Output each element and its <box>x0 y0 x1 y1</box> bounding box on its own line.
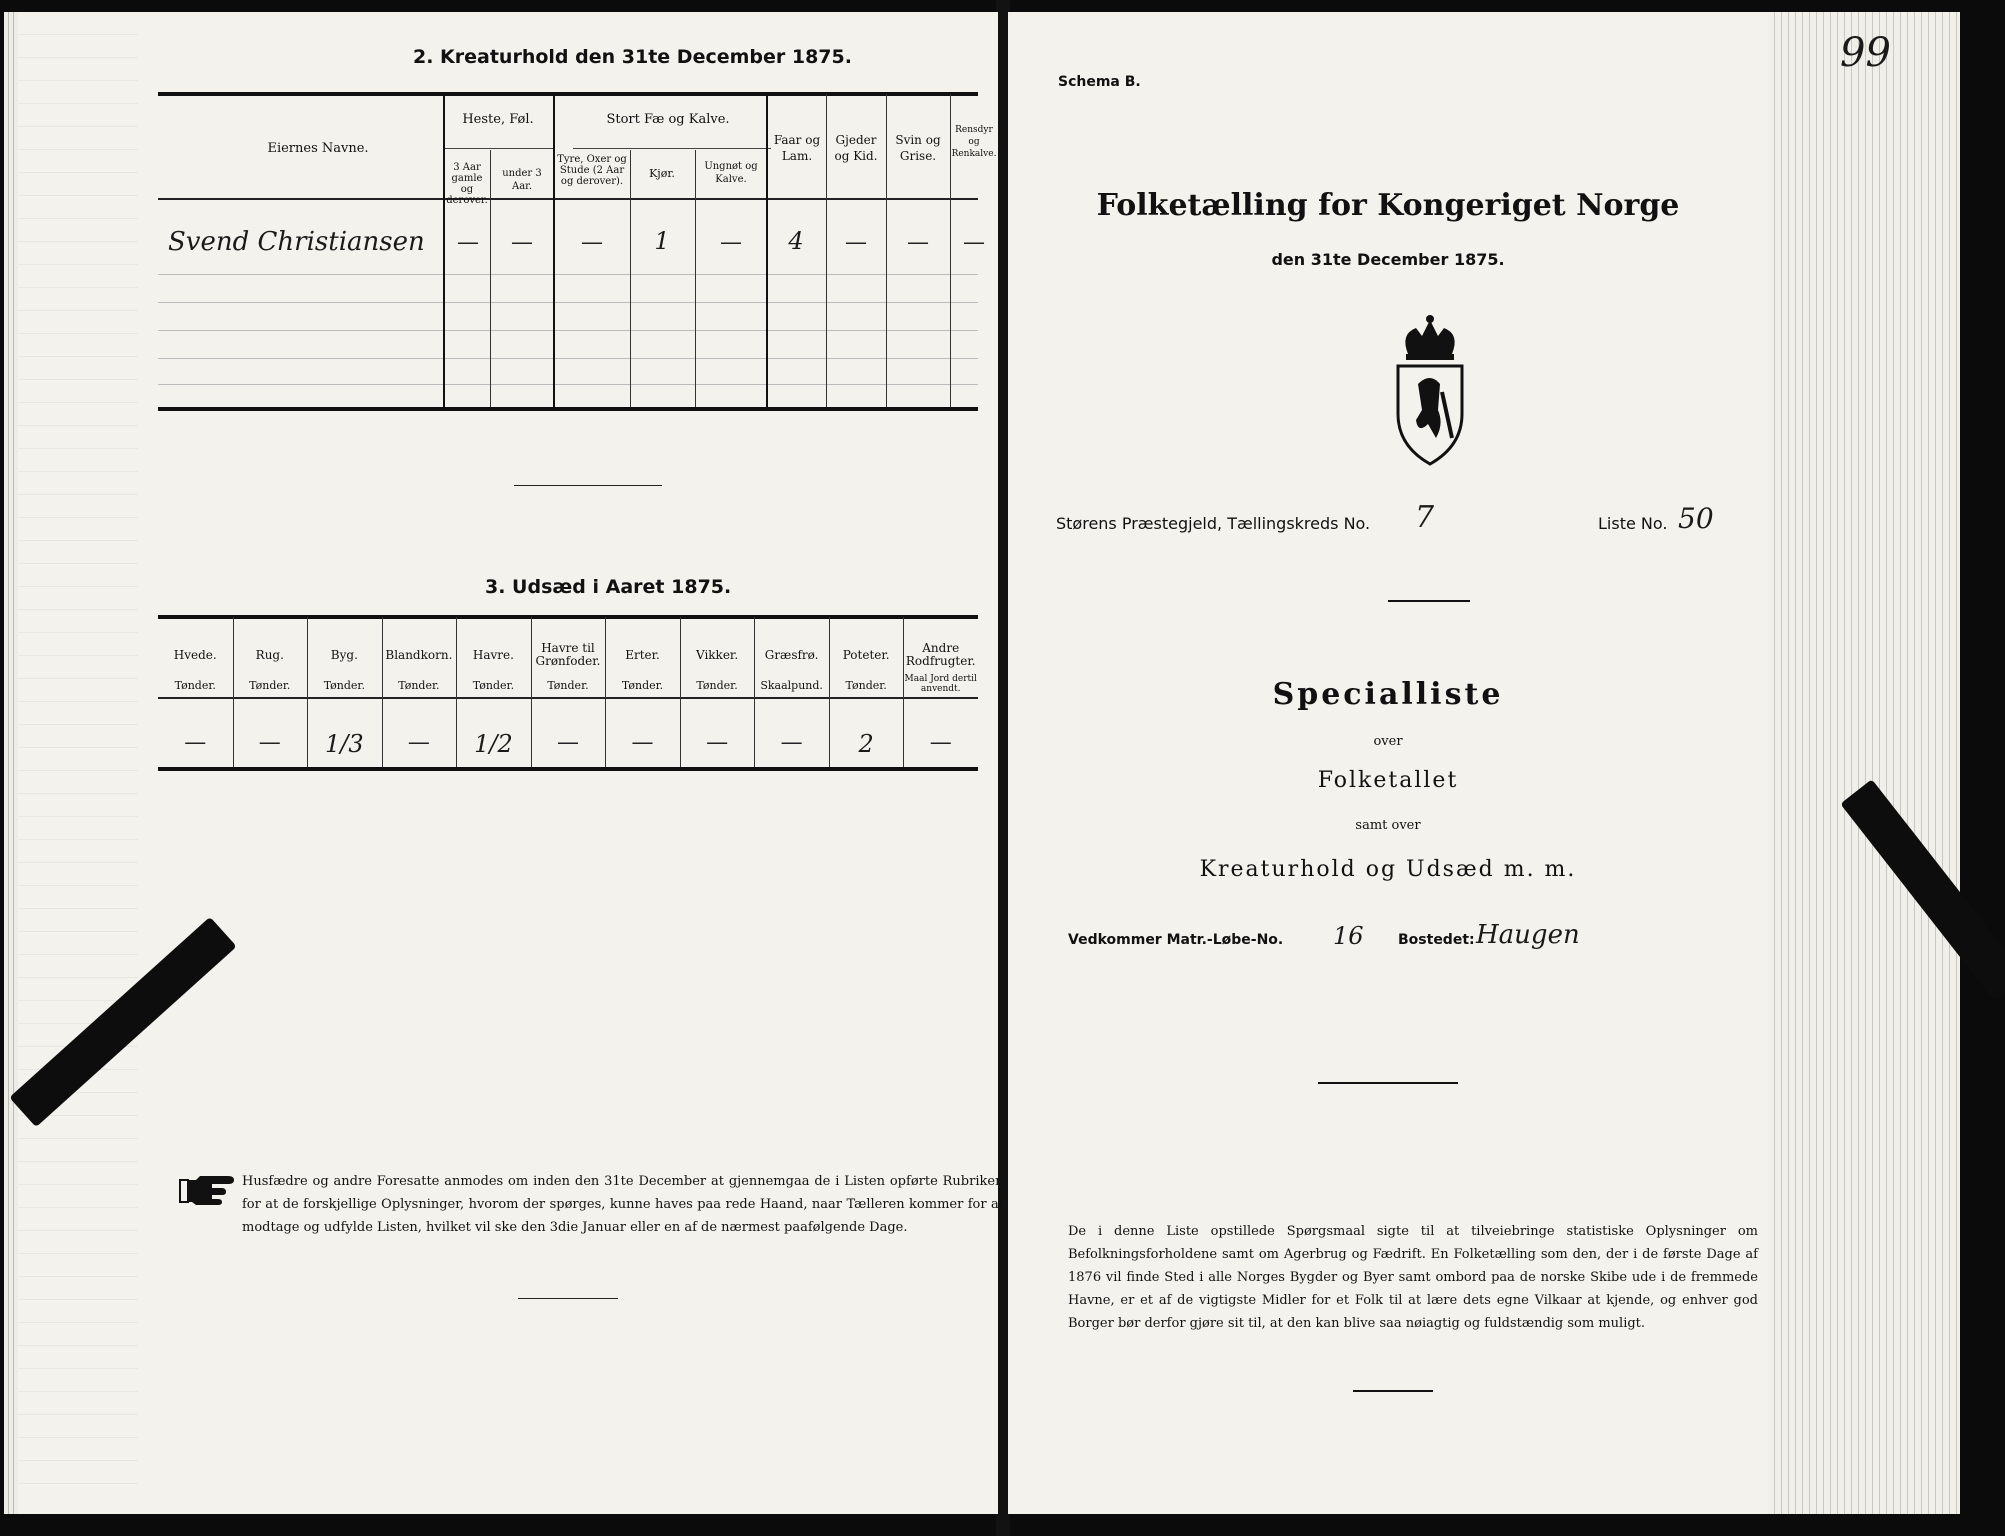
stort-sub3-header: Ungnøt og Kalve. <box>704 161 758 185</box>
udsaed-value: — <box>258 730 281 755</box>
stort-sub1-header: Tyre, Oxer og Stude (2 Aar og derover). <box>557 154 627 187</box>
gjeder-header: Gjeder og Kid. <box>834 133 878 163</box>
list-label: Liste No. <box>1598 514 1668 533</box>
folketallet-text: Folketallet <box>1317 768 1459 793</box>
udsaed-value: — <box>780 730 803 755</box>
table3-top-rule <box>158 615 978 619</box>
table2-bottom-rule <box>158 407 978 411</box>
udsaed-value: — <box>407 730 430 755</box>
udsaed-col-header: Hvede. <box>173 648 217 662</box>
heste-sub1-header: 3 Aar gamle og derover. <box>446 162 488 206</box>
udsaed-col-unit: Tønder. <box>249 679 291 692</box>
main-title: Folketælling for Kongeriget Norge <box>1096 188 1680 223</box>
title-date: den 31te December 1875. <box>1271 250 1505 269</box>
udsaed-value: 1/2 <box>474 730 513 758</box>
right-page <box>1008 12 1768 1514</box>
udsaed-col-unit: Tønder. <box>547 679 589 692</box>
schema-label: Schema B. <box>1058 74 1141 90</box>
udsaed-col-header: Græsfrø. <box>764 648 819 662</box>
heste1-value: — <box>457 230 479 255</box>
samt-over-text: samt over <box>1355 818 1421 833</box>
udsaed-col-unit: Tønder. <box>323 679 365 692</box>
specialliste-heading: Specialliste <box>1272 677 1504 712</box>
udsaed-col-header: Havre til Grønfoder. <box>535 641 601 668</box>
udsaed-col-unit: Tønder. <box>845 679 887 692</box>
district-number: 7 <box>1415 500 1435 535</box>
row-rule <box>158 330 978 331</box>
table3-header-rule <box>158 697 978 699</box>
section2-title: 2. Kreaturhold den 31te December 1875. <box>413 46 852 68</box>
over-text: over <box>1373 734 1403 749</box>
row-rule <box>158 358 978 359</box>
owner-col-header: Eiernes Navne. <box>267 141 369 156</box>
faar-header: Faar og Lam. <box>773 133 821 163</box>
row-rule <box>158 302 978 303</box>
col-divider <box>443 94 445 407</box>
left-page-edge <box>4 12 18 1514</box>
parish-label: Præstegjeld, <box>1121 514 1223 533</box>
udsaed-col-unit: Tønder. <box>398 679 440 692</box>
udsaed-col-header: Vikker. <box>695 648 739 662</box>
udsaed-value: — <box>184 730 207 755</box>
table2-header-rule <box>158 198 978 200</box>
udsaed-col-unit: Tønder. <box>472 679 515 692</box>
list-number: 50 <box>1678 502 1714 535</box>
udsaed-col-header: Erter. <box>625 648 660 662</box>
stort-group-header: Stort Fæ og Kalve. <box>606 112 730 127</box>
table2-top-rule <box>158 92 978 96</box>
parish-line <box>1056 514 1370 533</box>
divider <box>1318 1082 1458 1084</box>
heste-group-header: Heste, Føl. <box>462 112 534 127</box>
udsaed-col-unit: Tønder. <box>174 679 216 692</box>
heste2-value: — <box>511 230 533 255</box>
heste-sub2-header: under 3 Aar. <box>502 168 542 192</box>
rensdyr-value: — <box>963 230 985 255</box>
udsaed-col-header: Byg. <box>330 648 358 662</box>
footer-text: De i denne Liste opstillede Spørgsmaal sigte til at tilveiebringe statistiske Oplysninger om Befolkningsforholdene samt om Agerbrug og Fædrift. En Folketælling som den, der i de første Dage af 1876 vil finde Sted i alle Norges Bygder og Byer samt ombord paa de norske Skibe ude i de fremmede Havne, er et af de vigtigste Midler for et Folk til at lære dets egne Vilkaar at kjende, og enhver god Borger bør derfor gjøre sit til, at den kan blive saa nøiagtig og fuldstændig som muligt. <box>1068 1224 1758 1331</box>
ungnot-value: — <box>720 230 742 255</box>
faar-value: 4 <box>788 227 804 255</box>
section-separator <box>514 485 662 486</box>
left-page <box>18 12 1004 1514</box>
udsaed-value: 1/3 <box>325 730 364 758</box>
udsaed-col-unit: Tønder. <box>621 679 664 692</box>
right-page-edge <box>1768 12 1960 1514</box>
udsaed-value: — <box>631 730 654 755</box>
udsaed-value: — <box>706 730 729 755</box>
col-divider <box>826 94 827 407</box>
stort-sub2-header: Kjør. <box>649 167 675 180</box>
col-divider <box>695 150 696 407</box>
udsaed-col-unit: Tønder. <box>696 679 738 692</box>
udsaed-value: — <box>929 730 952 755</box>
udsaed-col-header: Blandkorn. <box>385 648 453 662</box>
udsaed-col-header: Rug. <box>255 648 284 662</box>
col-divider <box>630 150 631 407</box>
coat-of-arms-emblem <box>1388 314 1472 466</box>
tyre-value: — <box>581 230 603 255</box>
kreaturhold-text: Kreaturhold og Udsæd m. m. <box>1199 857 1577 882</box>
rensdyr-header: Rensdyr og Renkalve. <box>951 125 997 159</box>
bosted-value: Haugen <box>1476 920 1580 950</box>
udsaed-col-header: Poteter. <box>842 648 890 662</box>
kjor-value: 1 <box>654 227 670 255</box>
udsaed-col-unit: Skaalpund. <box>760 679 823 692</box>
district-label: Tællingskreds No. <box>1227 514 1371 533</box>
svin-header: Svin og Grise. <box>895 133 941 163</box>
pointing-hand-icon <box>178 1172 236 1206</box>
divider <box>1388 600 1470 602</box>
stort-group-rule <box>573 148 771 149</box>
udsaed-value: 2 <box>858 730 874 758</box>
page-number: 99 <box>1840 30 1891 76</box>
section3-title: 3. Udsæd i Aaret 1875. <box>485 576 732 598</box>
divider <box>1353 1390 1433 1392</box>
udsaed-col-unit: Maal Jord dertil anvendt. <box>904 674 977 694</box>
row-rule <box>158 384 978 385</box>
udsaed-value: — <box>556 730 579 755</box>
col-divider <box>886 94 887 407</box>
heste-group-rule <box>443 148 553 149</box>
udsaed-col-header: Havre. <box>472 648 514 662</box>
svin-value: — <box>907 230 929 255</box>
table3-bottom-rule <box>158 767 978 771</box>
notice-text: Husfædre og andre Foresatte anmodes om inden den 31te December at gjennemgaa de i Listen opførte Rubriker, for at de forskjellige Oplysninger, hvorom der spørges, kunne haves paa rede Haand, naar Tælleren kommer for at modtage og udfylde Listen, hvilket vil ske den 3die Januar eller en af de nærmest paafølgende Dage. <box>242 1174 1004 1235</box>
bleed-through-text <box>18 12 138 1492</box>
owner-name-handwritten: Svend Christiansen <box>168 227 425 257</box>
udsaed-col-header: Andre Rodfrugter. <box>905 641 976 668</box>
bosted-label: Bostedet: <box>1398 932 1475 948</box>
footer-separator <box>518 1298 618 1299</box>
parish-name: Størens <box>1056 514 1117 533</box>
matr-label: Vedkommer Matr.-Løbe-No. <box>1068 932 1284 948</box>
row-rule <box>158 274 978 275</box>
gjeder-value: — <box>845 230 867 255</box>
matr-number: 16 <box>1333 922 1364 950</box>
